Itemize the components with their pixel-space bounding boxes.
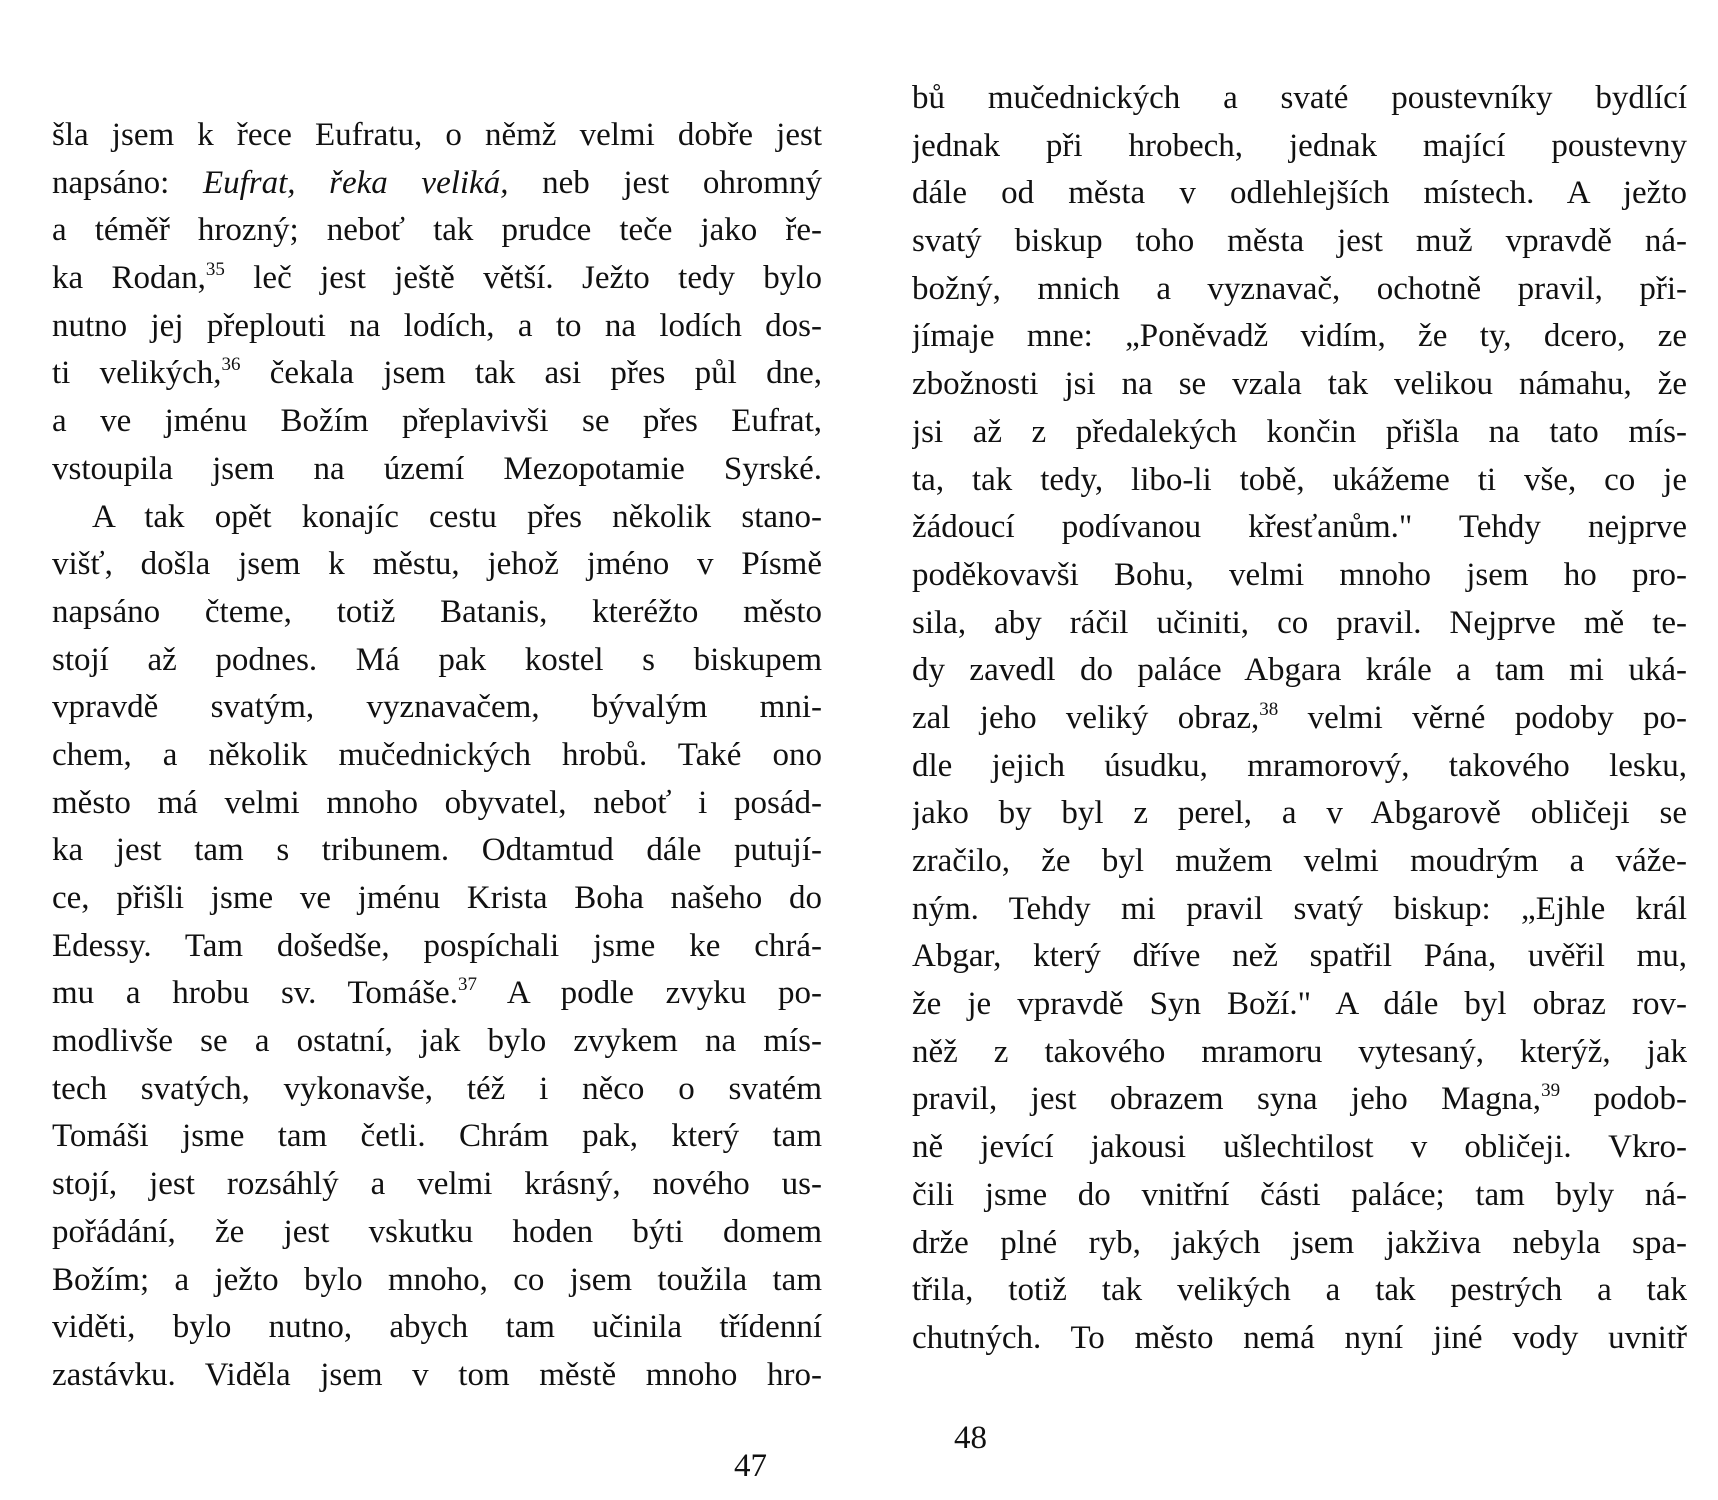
text-line bbox=[912, 1076, 1687, 1124]
text-line bbox=[912, 1172, 1687, 1220]
text-run: chem, a několik mučednických hrobů. Také ono bbox=[52, 736, 822, 773]
text-line bbox=[912, 504, 1687, 552]
text-run: ce, přišli jsme ve jménu Krista Boha našeho do bbox=[52, 880, 822, 916]
text-line bbox=[52, 541, 822, 589]
text-run: zastávku. Viděla jsem v tom městě mnoho hro- bbox=[52, 1356, 822, 1393]
text-line bbox=[52, 1352, 822, 1400]
text-run: leč jest ještě větší. Ježto tedy bylo bbox=[224, 260, 822, 297]
text-run: jsi až z předalekých končin přišla na tato mís- bbox=[912, 413, 1687, 450]
text-run: jednak při hrobech, jednak mající poustevny bbox=[912, 127, 1687, 164]
text-line bbox=[52, 446, 822, 494]
text-line bbox=[52, 1209, 822, 1257]
text-line bbox=[52, 1018, 822, 1066]
text-run: a ve jménu Božím přeplavivši se přes Eufrat, bbox=[52, 403, 822, 440]
text-run: bů mučednických a svaté poustevníky bydlící bbox=[912, 80, 1687, 116]
text-line bbox=[912, 1029, 1687, 1077]
text-run: mu a hrobu sv. Tomáše. bbox=[52, 975, 458, 1012]
text-line bbox=[52, 780, 822, 828]
text-run: Abgar, který dříve než spatřil Pána, uvěřil mu, bbox=[912, 938, 1687, 975]
text-line bbox=[912, 1220, 1687, 1268]
text-run: ti velikých, bbox=[52, 355, 222, 392]
text-run: stojí, jest rozsáhlý a velmi krásný, nového us- bbox=[52, 1166, 822, 1203]
text-run: božný, mnich a vyznavač, ochotně pravil, při- bbox=[912, 270, 1687, 307]
text-run: Božím; a ježto bylo mnoho, co jsem toužila tam bbox=[52, 1261, 822, 1298]
text-run: dy zavedl do paláce Abgara krále a tam mi uká- bbox=[912, 652, 1687, 689]
text-line bbox=[912, 743, 1687, 791]
text-line bbox=[52, 160, 822, 208]
text-run: višť, došla jsem k městu, jehož jméno v Písmě bbox=[52, 546, 822, 583]
text-line bbox=[52, 732, 822, 780]
text-run: podob- bbox=[1560, 1081, 1687, 1118]
text-run: třila, totiž tak velikých a tak pestrých a tak bbox=[912, 1272, 1687, 1309]
right-page-number: 48 bbox=[954, 1420, 987, 1456]
text-run: dále od města v odlehlejších místech. A ježto bbox=[912, 175, 1687, 212]
text-run: A tak opět konajíc cestu přes několik stano- bbox=[92, 498, 822, 535]
text-line bbox=[52, 589, 822, 637]
text-run: něž z takového mramoru vytesaný, kterýž, jak bbox=[912, 1033, 1687, 1070]
left-page-text bbox=[52, 112, 822, 1400]
text-run: chutných. To město nemá nyní jiné vody uvnitř bbox=[912, 1319, 1687, 1356]
text-line bbox=[912, 457, 1687, 505]
text-run: Edessy. Tam došedše, pospíchali jsme ke chrá- bbox=[52, 927, 822, 964]
text-run: žádoucí podívanou křesťanům." Tehdy nejprve bbox=[912, 509, 1687, 546]
text-line bbox=[912, 981, 1687, 1029]
text-line bbox=[52, 1257, 822, 1305]
text-line bbox=[52, 398, 822, 446]
text-run: ka jest tam s tribunem. Odtamtud dále putují- bbox=[52, 832, 822, 869]
text-run: zračilo, že byl mužem velmi moudrým a váže- bbox=[912, 843, 1687, 879]
text-run: napsáno čteme, totiž Batanis, kteréžto město bbox=[52, 593, 822, 630]
text-line bbox=[912, 313, 1687, 361]
text-run: jímaje mne: „Poněvadž vidím, že ty, dcero, ze bbox=[912, 318, 1687, 355]
text-line bbox=[52, 875, 822, 923]
text-run: drže plné ryb, jakých jsem jakživa nebyla spa- bbox=[912, 1224, 1687, 1261]
text-run: pořádání, že jest vskutku hoden býti domem bbox=[52, 1213, 822, 1250]
text-run: velmi věrné podoby po- bbox=[1278, 699, 1687, 736]
text-line bbox=[52, 1066, 822, 1114]
text-line bbox=[912, 218, 1687, 266]
text-run: viděti, bylo nutno, abych tam učinila třídenní bbox=[52, 1309, 822, 1346]
text-line bbox=[52, 923, 822, 971]
text-run: ným. Tehdy mi pravil svatý biskup: „Ejhle král bbox=[912, 890, 1687, 927]
text-run: A podle zvyku po- bbox=[476, 975, 822, 1012]
text-run: neb jest ohromný bbox=[508, 164, 822, 201]
text-run: svatý biskup toho města jest muž vpravdě ná- bbox=[912, 223, 1687, 260]
text-run: vstoupila jsem na území Mezopotamie Syrské. bbox=[52, 450, 822, 487]
footnote-marker: 37 bbox=[457, 974, 477, 996]
text-line bbox=[912, 75, 1687, 123]
footnote-marker: 39 bbox=[1541, 1080, 1561, 1102]
text-line bbox=[52, 1113, 822, 1161]
left-page-number: 47 bbox=[734, 1448, 767, 1484]
text-run: město má velmi mnoho obyvatel, neboť i posád- bbox=[52, 784, 822, 821]
text-run: modlivše se a ostatní, jak bylo zvykem na mís- bbox=[52, 1023, 822, 1060]
italic-quote: Eufrat, řeka veliká, bbox=[202, 164, 509, 201]
text-line bbox=[912, 695, 1687, 743]
text-line bbox=[52, 1304, 822, 1352]
text-line bbox=[912, 552, 1687, 600]
footnote-marker: 35 bbox=[205, 259, 225, 281]
text-run: stojí až podnes. Má pak kostel s biskupem bbox=[52, 641, 822, 678]
text-run: zal jeho veliký obraz, bbox=[912, 699, 1260, 736]
text-run: a téměř hrozný; neboť tak prudce teče jako ře- bbox=[52, 212, 822, 249]
text-line bbox=[912, 600, 1687, 648]
text-line bbox=[52, 1161, 822, 1209]
text-line bbox=[52, 637, 822, 685]
text-run: nutno jej přeplouti na lodích, a to na lodích dos- bbox=[52, 307, 822, 344]
text-line bbox=[52, 970, 822, 1018]
text-line bbox=[52, 494, 822, 542]
text-line bbox=[912, 1315, 1687, 1363]
text-line bbox=[912, 409, 1687, 457]
text-run: tech svatých, vykonavše, též i něco o svatém bbox=[52, 1070, 822, 1107]
text-run: ně jevící jakousi ušlechtilost v obličeji. Vkro- bbox=[912, 1129, 1687, 1166]
text-run: dle jejich úsudku, mramorový, takového lesku, bbox=[912, 747, 1687, 784]
text-line bbox=[912, 838, 1687, 886]
text-line bbox=[52, 303, 822, 351]
text-line bbox=[912, 361, 1687, 409]
text-run: že je vpravdě Syn Boží." A dále byl obraz rov- bbox=[912, 986, 1687, 1023]
right-page bbox=[859, 0, 1718, 1500]
text-line bbox=[52, 350, 822, 398]
text-line bbox=[52, 112, 822, 160]
text-line bbox=[912, 933, 1687, 981]
text-run: pravil, jest obrazem syna jeho Magna, bbox=[912, 1081, 1542, 1118]
text-line bbox=[52, 827, 822, 875]
text-line bbox=[52, 684, 822, 732]
text-line bbox=[912, 1124, 1687, 1172]
footnote-marker: 36 bbox=[221, 354, 241, 376]
text-run: čili jsme do vnitřní části paláce; tam byly ná- bbox=[912, 1176, 1687, 1213]
text-run: jako by byl z perel, a v Abgarově obličeji se bbox=[912, 795, 1687, 832]
text-run: vpravdě svatým, vyznavačem, bývalým mni- bbox=[52, 689, 822, 726]
text-run: napsáno: bbox=[52, 164, 203, 201]
text-run: šla jsem k řece Eufratu, o němž velmi dobře jest bbox=[52, 117, 822, 153]
text-run: Tomáši jsme tam četli. Chrám pak, který tam bbox=[52, 1118, 822, 1155]
text-line bbox=[912, 1267, 1687, 1315]
text-run: ta, tak tedy, libo-li tobě, ukážeme ti vše, co je bbox=[912, 461, 1687, 498]
text-line bbox=[912, 790, 1687, 838]
footnote-marker: 38 bbox=[1259, 698, 1279, 720]
text-line bbox=[912, 123, 1687, 171]
text-run: zbožnosti jsi na se vzala tak velikou námahu, že bbox=[912, 366, 1687, 403]
text-line bbox=[912, 647, 1687, 695]
text-line bbox=[912, 886, 1687, 934]
right-page-text bbox=[912, 75, 1687, 1363]
text-line bbox=[912, 170, 1687, 218]
text-line bbox=[912, 266, 1687, 314]
text-line bbox=[52, 207, 822, 255]
text-run: sila, aby ráčil učiniti, co pravil. Nejprve mě te- bbox=[912, 604, 1687, 641]
text-run: ka Rodan, bbox=[52, 260, 206, 297]
text-line bbox=[52, 255, 822, 303]
text-run: čekala jsem tak asi přes půl dne, bbox=[240, 355, 822, 392]
text-run: poděkovavši Bohu, velmi mnoho jsem ho pro- bbox=[912, 556, 1687, 593]
